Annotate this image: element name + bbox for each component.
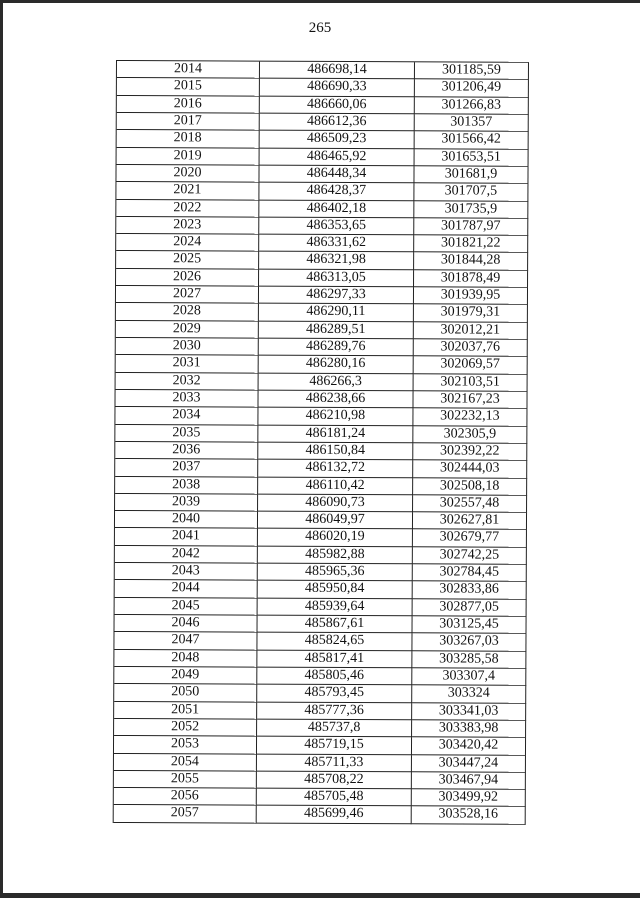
year-cell: 2014 <box>117 61 260 79</box>
year-cell: 2049 <box>114 667 257 685</box>
value-a-cell: 485777,36 <box>257 702 412 720</box>
table-row <box>116 234 528 253</box>
value-a-cell: 485950,84 <box>258 581 413 599</box>
value-b-cell: 301979,31 <box>414 305 528 323</box>
value-a-cell: 486181,24 <box>258 425 413 443</box>
value-a-cell: 486509,23 <box>260 131 415 149</box>
table-row <box>114 650 526 669</box>
year-cell: 2053 <box>114 736 257 754</box>
table-row <box>114 805 526 824</box>
table-row <box>115 511 527 530</box>
value-a-cell: 486660,06 <box>260 96 415 114</box>
value-b-cell: 302679,77 <box>413 530 527 548</box>
table-row <box>115 528 527 547</box>
value-a-cell: 486612,36 <box>260 114 415 132</box>
value-a-cell: 486465,92 <box>260 148 415 166</box>
value-b-cell: 302877,05 <box>413 599 527 617</box>
year-cell: 2032 <box>116 373 259 391</box>
year-cell: 2030 <box>116 338 259 356</box>
value-b-cell: 302557,48 <box>413 495 527 513</box>
value-b-cell: 303499,92 <box>412 789 526 807</box>
value-a-cell: 485699,46 <box>257 806 412 824</box>
year-cell: 2028 <box>116 303 259 321</box>
year-cell: 2050 <box>114 684 257 702</box>
value-a-cell: 485705,48 <box>257 789 412 807</box>
year-cell: 2044 <box>115 580 258 598</box>
value-b-cell: 301821,22 <box>414 235 528 253</box>
value-a-cell: 486353,65 <box>259 217 414 235</box>
table-row <box>116 373 528 392</box>
value-a-cell: 485711,33 <box>257 754 412 772</box>
table-row <box>116 165 528 184</box>
year-cell: 2038 <box>115 477 258 495</box>
table-row <box>114 667 526 686</box>
value-a-cell: 486331,62 <box>259 235 414 253</box>
value-a-cell: 486210,98 <box>258 408 413 426</box>
value-b-cell: 303447,24 <box>412 755 526 773</box>
value-b-cell: 301681,9 <box>414 166 528 184</box>
table-row <box>115 459 527 478</box>
value-a-cell: 485824,65 <box>257 633 412 651</box>
value-b-cell: 302444,03 <box>413 460 527 478</box>
year-cell: 2016 <box>117 96 260 114</box>
year-cell: 2034 <box>115 407 258 425</box>
value-a-cell: 486321,98 <box>259 252 414 270</box>
scan-edge-left <box>0 0 3 898</box>
year-cell: 2031 <box>116 355 259 373</box>
table-row <box>114 753 526 772</box>
year-cell: 2046 <box>115 615 258 633</box>
value-b-cell: 303125,45 <box>412 616 526 634</box>
year-cell: 2047 <box>114 632 257 650</box>
table-row <box>116 200 528 219</box>
year-cell: 2043 <box>115 563 258 581</box>
value-a-cell: 486690,33 <box>260 79 415 97</box>
year-cell: 2048 <box>114 650 257 668</box>
table-row <box>114 719 526 738</box>
value-b-cell: 302742,25 <box>413 547 527 565</box>
value-b-cell: 301878,49 <box>414 270 528 288</box>
table-row <box>117 78 529 97</box>
table-row <box>115 580 527 599</box>
value-b-cell: 302232,13 <box>413 409 527 427</box>
value-a-cell: 485867,61 <box>258 616 413 634</box>
year-cell: 2036 <box>115 442 258 460</box>
year-cell: 2041 <box>115 528 258 546</box>
value-a-cell: 486297,33 <box>259 287 414 305</box>
value-b-cell: 302103,51 <box>414 374 528 392</box>
year-cell: 2015 <box>117 78 260 96</box>
table-row <box>115 425 527 444</box>
table-row <box>115 407 527 426</box>
value-b-cell: 303267,03 <box>412 634 526 652</box>
value-a-cell: 486110,42 <box>258 477 413 495</box>
year-cell: 2023 <box>116 217 259 235</box>
value-a-cell: 485737,8 <box>257 719 412 737</box>
table-row <box>117 113 529 132</box>
value-a-cell: 486698,14 <box>260 62 415 80</box>
table-row <box>116 303 528 322</box>
value-b-cell: 303528,16 <box>412 807 526 825</box>
page-number: 265 <box>308 20 332 36</box>
year-cell: 2026 <box>116 269 259 287</box>
value-a-cell: 485965,36 <box>258 564 413 582</box>
table-row <box>116 182 528 201</box>
value-b-cell: 303324 <box>412 686 526 704</box>
year-cell: 2051 <box>114 702 257 720</box>
table-row <box>116 269 528 288</box>
value-a-cell: 486289,76 <box>259 339 414 357</box>
value-b-cell: 303285,58 <box>412 651 526 669</box>
year-cell: 2029 <box>116 321 259 339</box>
table-row <box>116 217 528 236</box>
value-b-cell: 302167,23 <box>413 391 527 409</box>
value-b-cell: 301939,95 <box>414 287 528 305</box>
value-a-cell: 486266,3 <box>259 373 414 391</box>
table-row <box>114 702 526 721</box>
year-cell: 2042 <box>115 546 258 564</box>
year-cell: 2054 <box>114 753 257 771</box>
year-cell: 2021 <box>116 182 259 200</box>
value-a-cell: 486049,97 <box>258 512 413 530</box>
year-cell: 2040 <box>115 511 258 529</box>
value-b-cell: 303383,98 <box>412 720 526 738</box>
value-a-cell: 486090,73 <box>258 494 413 512</box>
value-b-cell: 303341,03 <box>412 703 526 721</box>
table-row <box>116 338 528 357</box>
value-b-cell: 302627,81 <box>413 512 527 530</box>
table-row <box>117 130 529 149</box>
value-a-cell: 486428,37 <box>259 183 414 201</box>
value-b-cell: 302508,18 <box>413 478 527 496</box>
value-a-cell: 485805,46 <box>257 668 412 686</box>
table-row <box>115 598 527 617</box>
table-row <box>115 477 527 496</box>
year-cell: 2055 <box>114 771 257 789</box>
year-cell: 2035 <box>115 425 258 443</box>
value-b-cell: 301707,5 <box>414 183 528 201</box>
value-b-cell: 301206,49 <box>415 80 529 98</box>
table-row <box>115 390 527 409</box>
year-cell: 2018 <box>117 130 260 148</box>
year-cell: 2019 <box>117 148 260 166</box>
table-row <box>114 632 526 651</box>
table-row <box>116 355 528 374</box>
value-a-cell: 485793,45 <box>257 685 412 703</box>
value-b-cell: 301185,59 <box>415 62 529 80</box>
year-cell: 2052 <box>114 719 257 737</box>
value-a-cell: 486290,11 <box>259 304 414 322</box>
table-row <box>117 61 529 80</box>
value-a-cell: 486238,66 <box>258 391 413 409</box>
value-b-cell: 302305,9 <box>413 426 527 444</box>
coordinates-table <box>113 60 529 825</box>
value-b-cell: 301566,42 <box>415 132 529 150</box>
year-cell: 2033 <box>115 390 258 408</box>
value-b-cell: 302069,57 <box>414 357 528 375</box>
table-row <box>114 736 526 755</box>
year-cell: 2057 <box>114 805 257 823</box>
year-cell: 2039 <box>115 494 258 512</box>
value-b-cell: 302037,76 <box>414 339 528 357</box>
value-a-cell: 486132,72 <box>258 460 413 478</box>
value-a-cell: 485939,64 <box>258 598 413 616</box>
value-b-cell: 301266,83 <box>415 97 529 115</box>
year-cell: 2027 <box>116 286 259 304</box>
value-b-cell: 302833,86 <box>413 582 527 600</box>
year-cell: 2017 <box>117 113 260 131</box>
value-b-cell: 301844,28 <box>414 253 528 271</box>
year-cell: 2025 <box>116 251 259 269</box>
table-row <box>116 251 528 270</box>
table-row <box>115 546 527 565</box>
year-cell: 2056 <box>114 788 257 806</box>
value-b-cell: 301653,51 <box>415 149 529 167</box>
scan-edge-top <box>0 0 640 3</box>
value-a-cell: 486289,51 <box>259 321 414 339</box>
year-cell: 2022 <box>116 200 259 218</box>
value-a-cell: 485982,88 <box>258 546 413 564</box>
value-a-cell: 485817,41 <box>257 650 412 668</box>
table-row <box>114 684 526 703</box>
table-row <box>116 321 528 340</box>
table-row <box>116 286 528 305</box>
table-row <box>115 615 527 634</box>
value-b-cell: 302012,21 <box>414 322 528 340</box>
year-cell: 2045 <box>115 598 258 616</box>
value-b-cell: 301735,9 <box>414 201 528 219</box>
table-row <box>115 494 527 513</box>
value-b-cell: 302392,22 <box>413 443 527 461</box>
table-row <box>115 442 527 461</box>
table-row <box>117 148 529 167</box>
value-b-cell: 302784,45 <box>413 564 527 582</box>
value-a-cell: 486150,84 <box>258 442 413 460</box>
table-row <box>115 563 527 582</box>
value-a-cell: 485719,15 <box>257 737 412 755</box>
year-cell: 2037 <box>115 459 258 477</box>
table-row <box>117 96 529 115</box>
value-a-cell: 486313,05 <box>259 269 414 287</box>
value-b-cell: 303467,94 <box>412 772 526 790</box>
value-b-cell: 303307,4 <box>412 668 526 686</box>
value-a-cell: 486402,18 <box>259 200 414 218</box>
value-a-cell: 486280,16 <box>259 356 414 374</box>
table-row <box>114 771 526 790</box>
value-b-cell: 301357 <box>415 114 529 132</box>
year-cell: 2020 <box>116 165 259 183</box>
scan-edge-bottom <box>0 893 640 898</box>
value-b-cell: 303420,42 <box>412 737 526 755</box>
value-b-cell: 301787,97 <box>414 218 528 236</box>
value-a-cell: 486448,34 <box>259 166 414 184</box>
value-a-cell: 485708,22 <box>257 771 412 789</box>
value-a-cell: 486020,19 <box>258 529 413 547</box>
table-row <box>114 788 526 807</box>
year-cell: 2024 <box>116 234 259 252</box>
